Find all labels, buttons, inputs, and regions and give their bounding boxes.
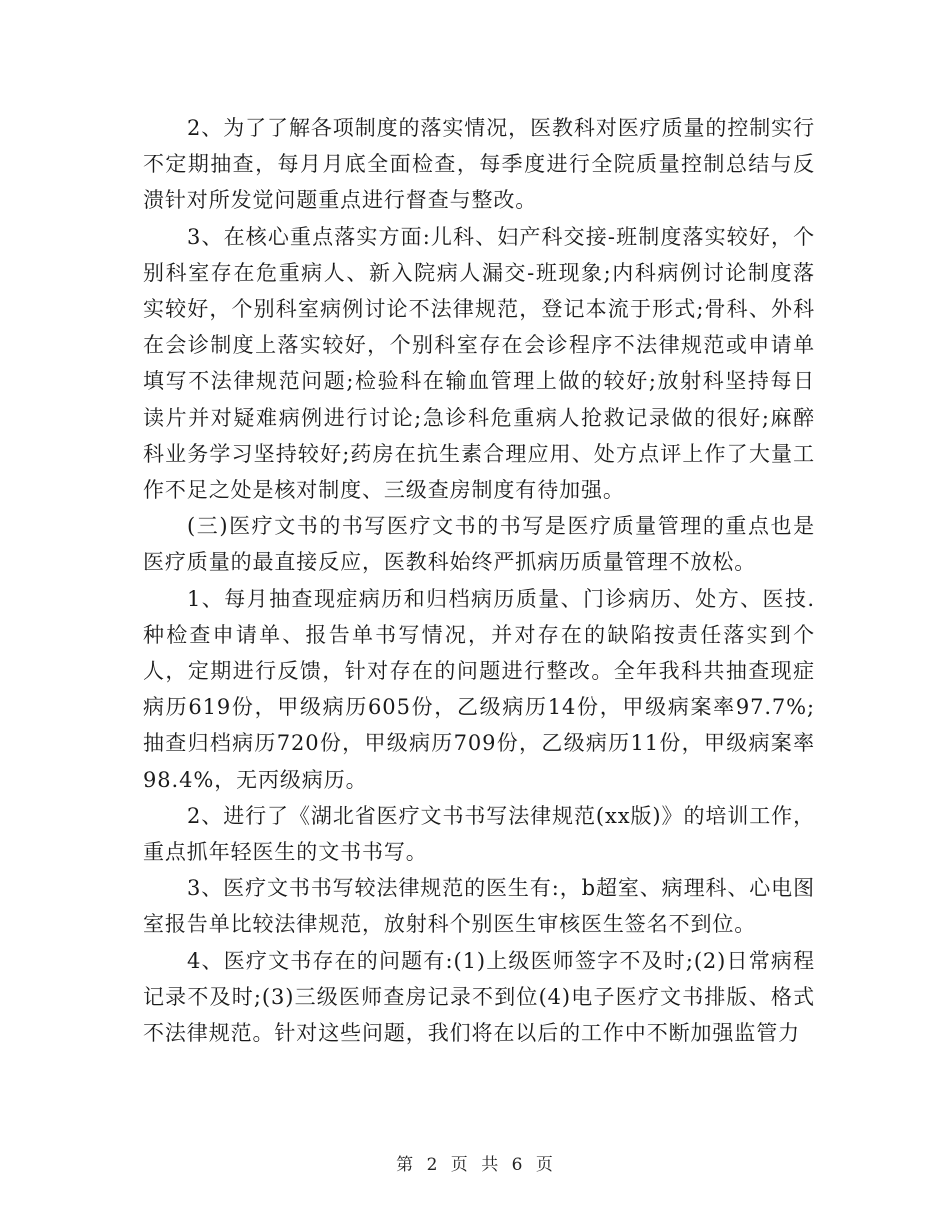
paragraph-item-3-standard-doctors: 3、医疗文书书写较法律规范的医生有:，b超室、病理科、心电图室报告单比较法律规范，放射科个别医生审核医生签名不到位。 (143, 876, 815, 937)
page-number-footer: 第 2 页 共 6 页 (396, 1155, 554, 1175)
paragraph-item-2-training: 2、进行了《湖北省医疗文书书写法律规范(xx版)》的培训工作，重点抓年轻医生的文书书写。 (143, 803, 815, 865)
document-body (143, 110, 815, 1051)
paragraph-section-3-medical-documents: (三)医疗文书的书写医疗文书的书写是医疗质量管理的重点也是医疗质量的最直接反应，医教科始终严抓病历质量管理不放松。 (143, 514, 815, 575)
paragraph-item-2-policy-inspection: 2、为了了解各项制度的落实情况，医教科对医疗质量的控制实行不定期抽查，每月月底全面检查，每季度进行全院质量控制总结与反溃针对所发觉问题重点进行督查与整改。 (143, 116, 815, 213)
paragraph-item-1-record-audit: 1、每月抽查现症病历和归档病历质量、门诊病历、处方、医技.种检查申请单、报告单书写情况，并对存在的缺陷按责任落实到个人，定期进行反馈，针对存在的问题进行整改。全年我科共抽查现症病历619份，甲级病历605份，乙级病历14份，甲级病案率97.7%;抽查归档病历720份，甲级病历709份，乙级病历11份，甲级病案率 98.4%，无丙级病历。 (143, 586, 815, 792)
paragraph-item-3-core-implementation: 3、在核心重点落实方面:儿科、妇产科交接-班制度落实较好，个别科室存在危重病人、新入院病人漏交-班现象;内科病例讨论制度落实较好，个别科室病例讨论不法律规范，登记本流于形式;骨科、外科在会诊制度上落实较好，个别科室存在会诊程序不法律规范或申请单填写不法律规范问题;检验科在输血管理上做的较好;放射科坚持每日读片并对疑难病例进行讨论;急诊科危重病人抢救记录做的很好;麻醉科业务学习坚持较好;药房在抗生素合理应用、处方点评上作了大量工作不足之处是核对制度、三级查房制度有待加强。 (143, 224, 815, 503)
paragraph-item-4-document-problems: 4、医疗文书存在的问题有:(1)上级医师签字不及时;(2)日常病程记录不及时;(3)三级医师查房记录不到位(4)电子医疗文书排版、格式不法律规范。针对这些问题，我们将在以后的工作中不断加强监管力 (143, 948, 815, 1046)
